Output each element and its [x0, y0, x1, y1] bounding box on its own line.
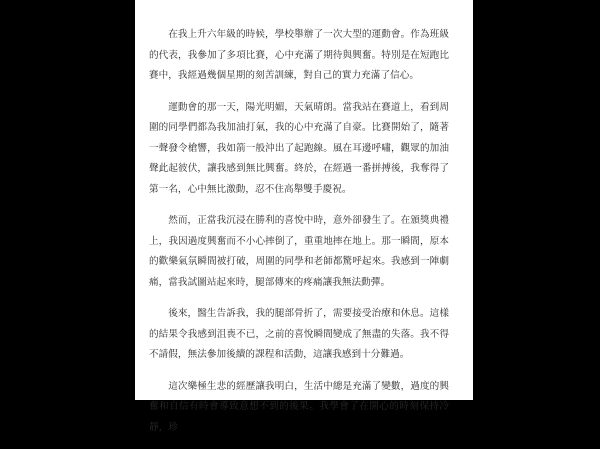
document-page — [135, 0, 473, 433]
document-body — [149, 25, 449, 449]
paragraph-2: 運動會的那一天，陽光明媚，天氣晴朗。當我站在賽道上，看到周圍的同學們都為我加油打氣，我的心中充滿了自豪。比賽開始了，隨著一聲發令槍響，我如箭一般沖出了起跑線。風在耳邊呼嘯，觀眾的加油聲此起彼伏，讓我感到無比興奮。終於，在經過一番拼搏後，我奪得了第一名，心中無比激動，忍不住高舉雙手慶祝。 — [149, 101, 449, 195]
paragraph-4: 後來，醫生告訴我，我的腿部骨折了，需要接受治療和休息。這樣的結果令我感到沮喪不已，之前的喜悅瞬間變成了無盡的失落。我不得不請假，無法參加後續的課程和活動，這讓我感到十分難過。 — [149, 308, 449, 360]
paragraph-1: 在我上升六年級的時候，學校舉辦了一次大型的運動會。作為班級的代表，我參加了多項比賽，心中充滿了期待與興奮。特別是在短跑比賽中，我經過幾個星期的刻苦訓練，對自己的實力充滿了信心。 — [149, 29, 449, 81]
paragraph-5: 這次樂極生悲的經歷讓我明白，生活中總是充滿了變數，過度的興奮和自信有時會導致意想不到的後果。我學會了在開心的時刻保持冷靜，珍 — [149, 380, 449, 433]
paragraph-3: 然而，正當我沉浸在勝利的喜悅中時，意外卻發生了。在頒獎典禮上，我因過度興奮而不小心摔倒了，重重地摔在地上。那一瞬間，原本的歡樂氣氛瞬間被打破，周圍的同學和老師都驚呼起來。我感到一陣劇痛，當我試圖站起來時，腿部傳來的疼痛讓我無法動彈。 — [149, 215, 449, 288]
